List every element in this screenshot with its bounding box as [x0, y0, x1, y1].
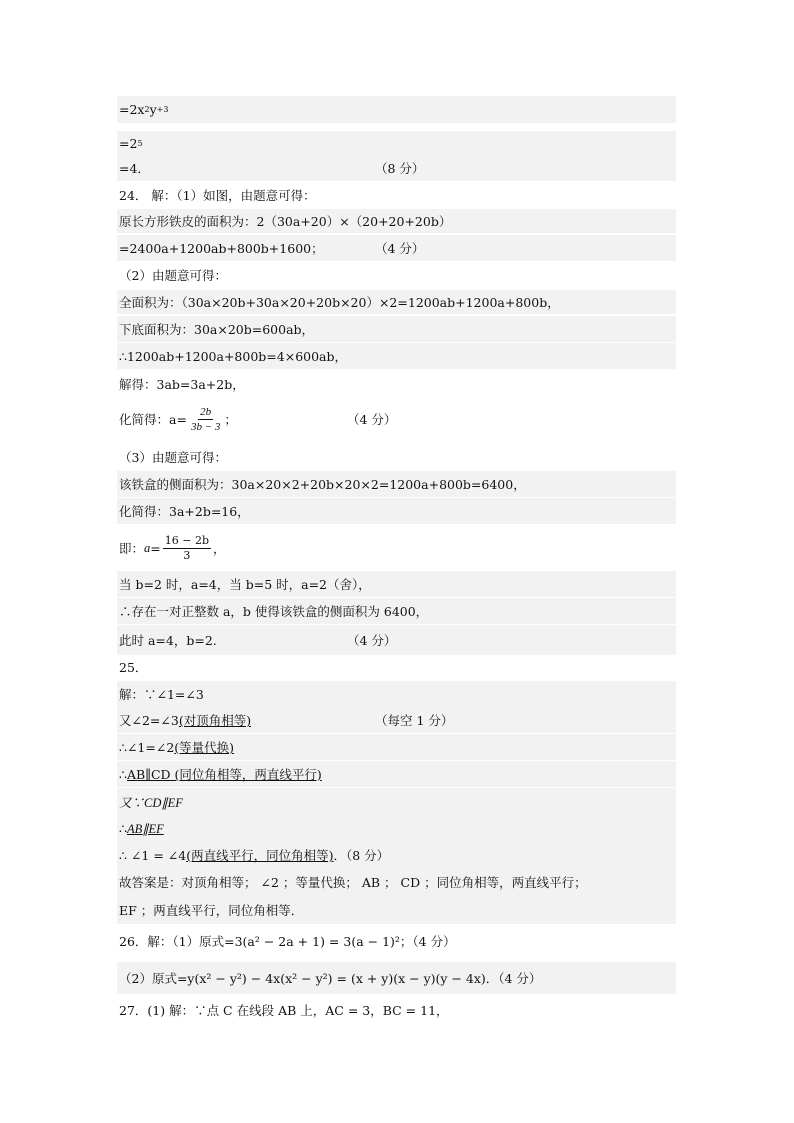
answer-line: 解得：3ab=3a+2b， — [119, 377, 245, 392]
answer-line: （3）由题意可得： — [119, 450, 227, 465]
answer-line: 下底面积为：30a×20b=600ab， — [117, 316, 676, 342]
answer-line: 又∠2=∠3 (对顶角相等) （每空 1 分） — [117, 707, 676, 733]
answer-line: 又∵CD∥EF — [117, 788, 676, 815]
answer-line: 故答案是：对顶角相等； ∠2 ；等量代换； AB ； CD ；同位角相等，两直线平行； — [117, 868, 676, 896]
answer-line: =2 5 — [117, 131, 676, 155]
score-label: （每空 1 分） — [375, 713, 454, 728]
score-label: （8 分） — [375, 161, 425, 176]
question-heading: 26．解：（1）原式=3(a² − 2a + 1) = 3(a − 1)²；（4 分） — [119, 934, 456, 949]
score-label: （4 分） — [347, 412, 397, 427]
answer-line: ∴∠1=∠2 (等量代换) — [117, 734, 676, 760]
answer-line: （2）由题意可得： — [119, 268, 227, 283]
answer-line: （2）原式=y(x² − y²) − 4x(x² − y²) = (x + y)(x − y)(y − 4x)．（4 分） — [117, 962, 676, 994]
score-label: （4 分） — [347, 633, 397, 648]
answer-line: =2x 2 y +3 — [117, 96, 676, 123]
answer-line: 化简得：a= $\frac{2b}{3b - 3}$ ； （4 分） — [119, 405, 397, 433]
answer-line: ∴1200ab+1200a+800b=4×600ab， — [117, 343, 676, 369]
answer-line: ∴存在一对正整数 a，b 使得该铁盒的侧面积为 6400， — [117, 598, 676, 624]
answer-line: 此时 a=4，b=2. （4 分） — [117, 625, 676, 655]
answer-line: 解：∵∠1=∠3 — [117, 681, 676, 707]
answer-line: ∴ AB∥EF — [117, 815, 676, 842]
answer-line: ∴ AB∥CD (同位角相等，两直线平行) — [117, 761, 676, 787]
question-heading: 27．(1) 解：∵点 C 在线段 AB 上，AC = 3，BC = 11， — [119, 1003, 449, 1018]
fraction: $\frac{16 - 2b}{3}$ — [164, 533, 209, 562]
question-heading: 25． — [119, 660, 148, 675]
answer-line: 化简得：3a+2b=16， — [117, 498, 676, 524]
answer-line: =2400a+1200ab+800b+1600； （4 分） — [117, 235, 676, 261]
answer-line: ∴ ∠1 = ∠4 (两直线平行，同位角相等) ．（8 分） — [117, 842, 676, 868]
answer-line: 即： a = $\frac{16 - 2b}{3}$ ， — [119, 533, 226, 562]
score-label: （4 分） — [375, 241, 425, 256]
answer-line: 原长方形铁皮的面积为：2（30a+20）×（20+20+20b） — [117, 209, 676, 233]
question-heading: 24． 解：（1）如图，由题意可得： — [119, 188, 316, 203]
fraction: $\frac{2b}{3b - 3}$ — [190, 405, 221, 433]
answer-line: 全面积为：（30a×20b+30a×20+20b×20）×2=1200ab+1200a+800b， — [117, 290, 676, 314]
answer-line: 当 b=2 时，a=4，当 b=5 时，a=2（舍）， — [117, 571, 676, 597]
answer-line: =4． （8 分） — [117, 155, 676, 181]
answer-line: 该铁盒的侧面积为：30a×20×2+20b×20×2=1200a+800b=6400， — [117, 471, 676, 497]
answer-line: EF ；两直线平行，同位角相等． — [117, 896, 676, 924]
